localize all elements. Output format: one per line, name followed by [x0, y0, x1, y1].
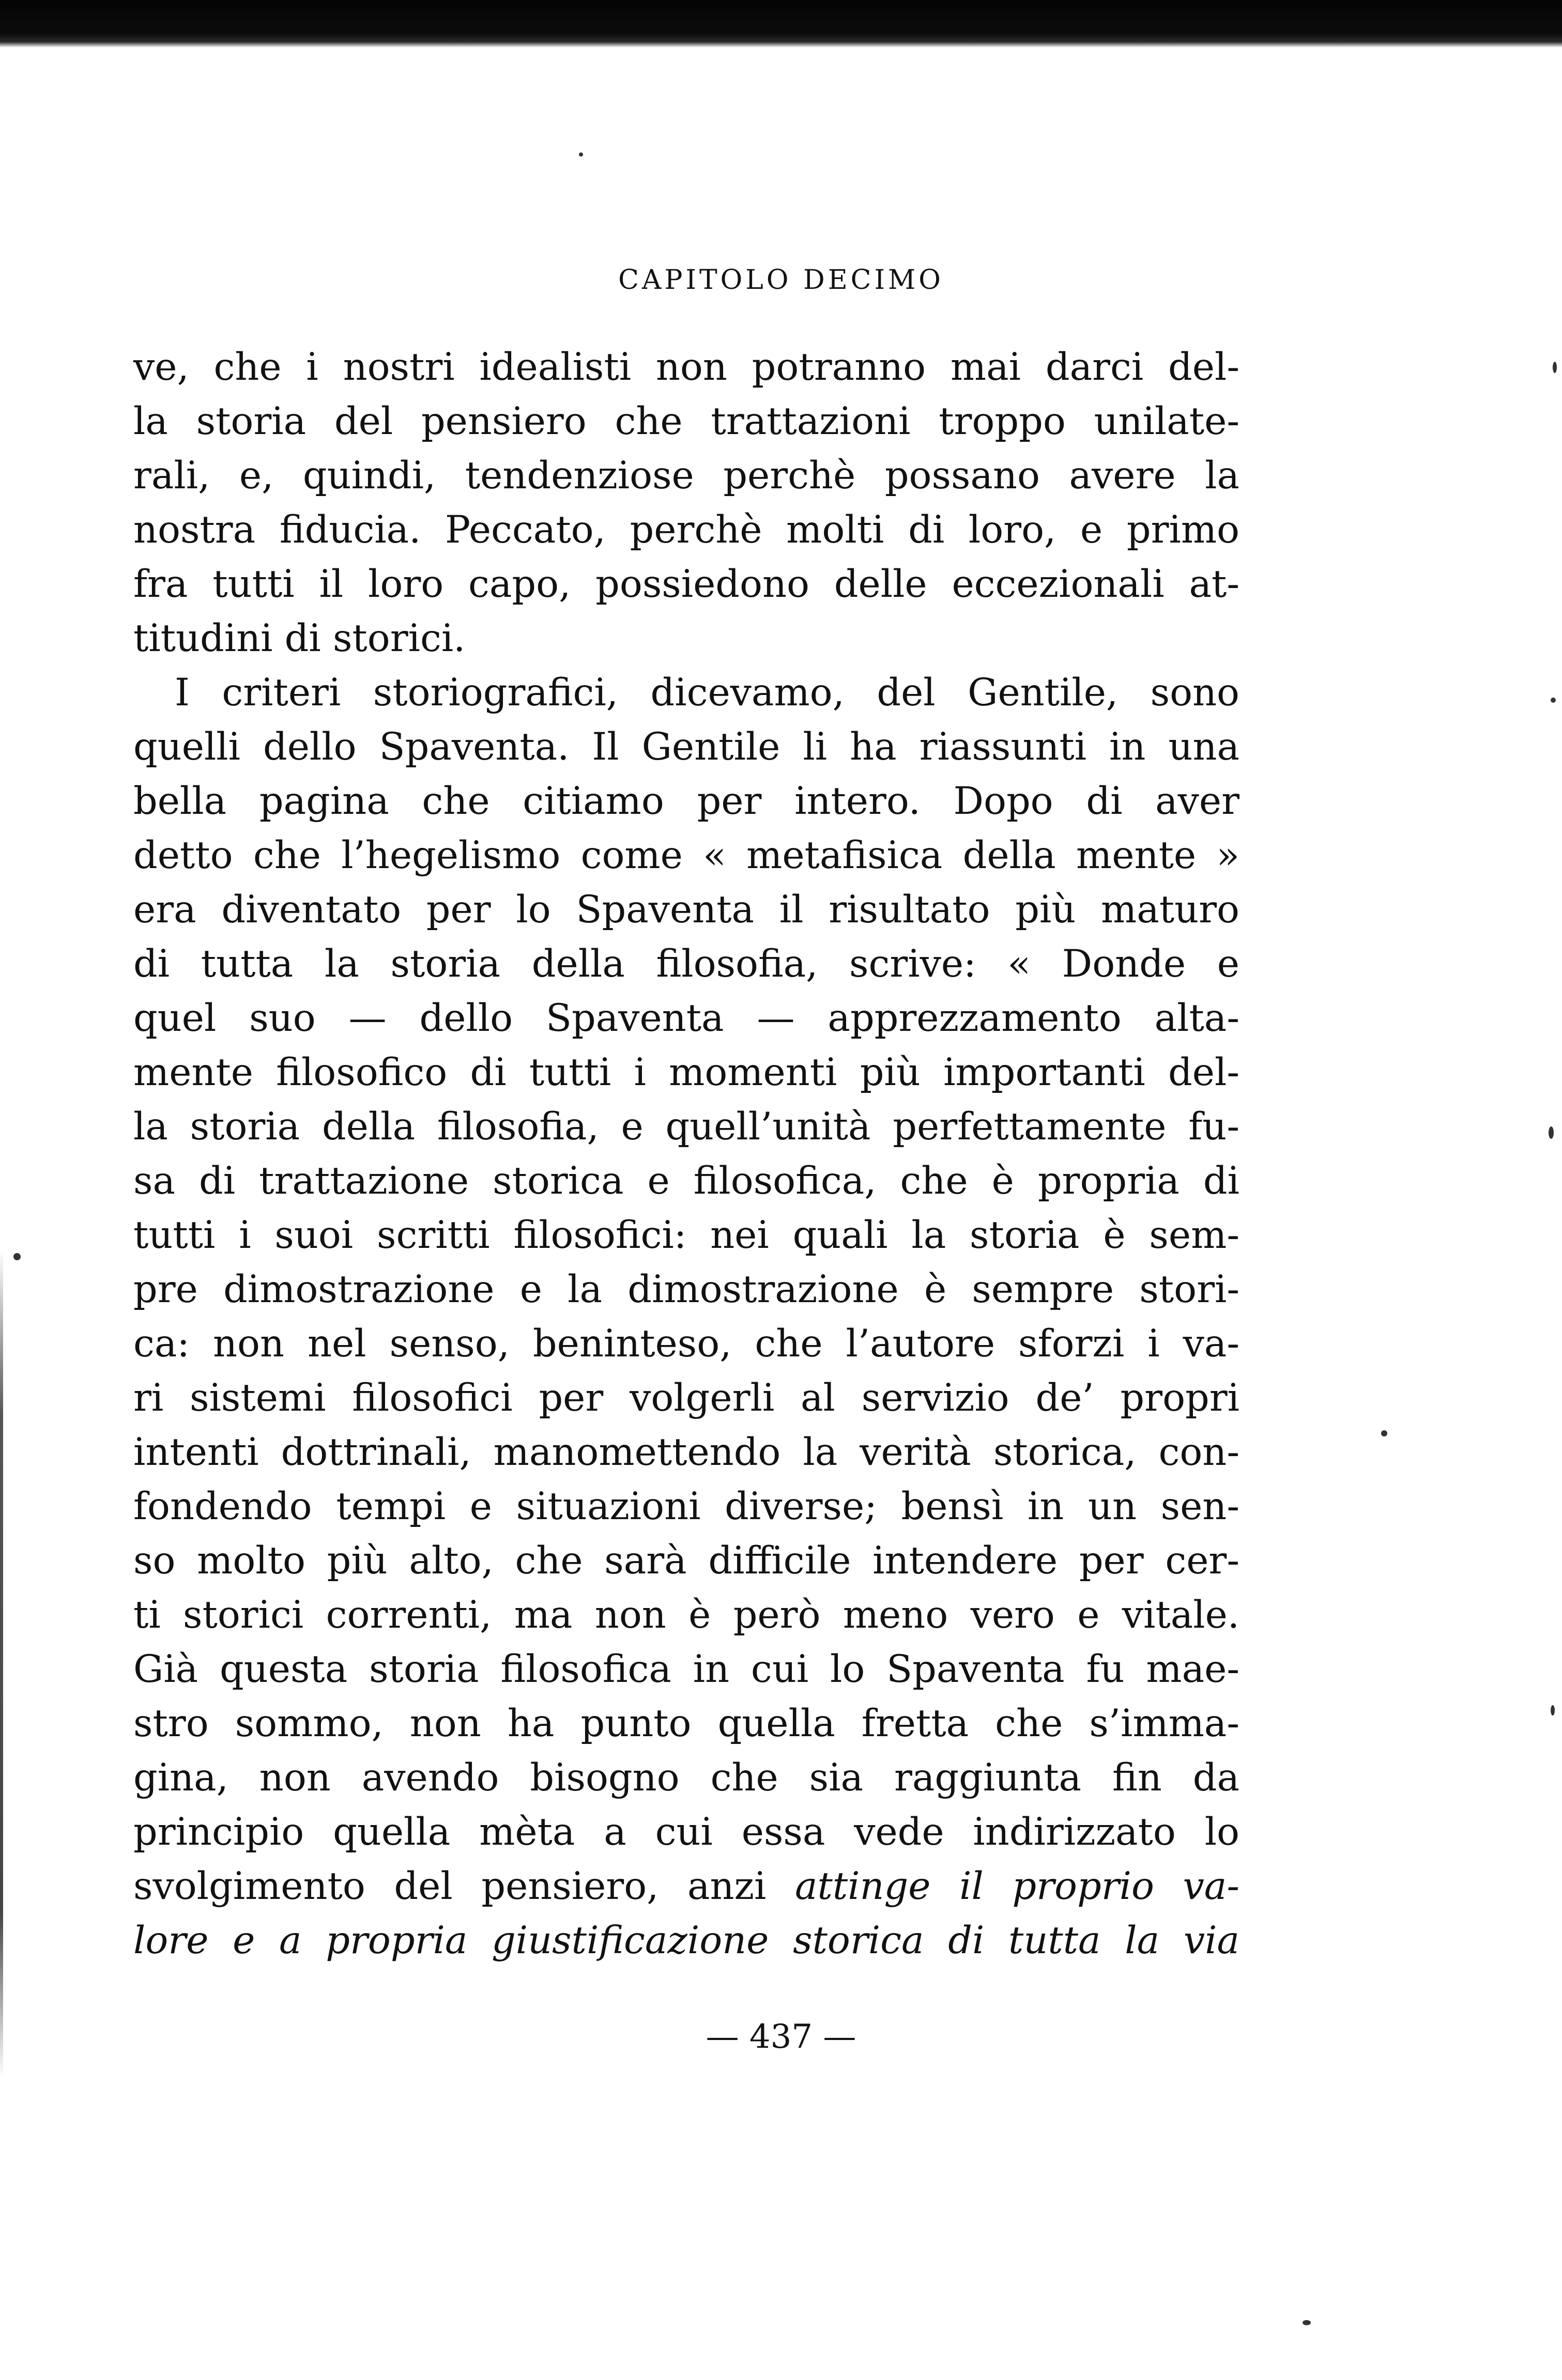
text-line: fra tutti il loro capo, possiedono delle eccezionali at- [133, 562, 1239, 606]
page-body [133, 340, 1239, 1968]
text-line-paragraph-start: I criteri storiografici, dicevamo, del Gentile, sono [175, 671, 1239, 715]
scan-speck [1551, 698, 1556, 703]
scan-speck [1553, 362, 1557, 373]
text-line: principio quella mèta a cui essa vede indirizzato lo [133, 1810, 1239, 1854]
text-line: detto che l’hegelismo come « metafisica della mente » [133, 833, 1239, 877]
text-line-roman: svolgimento del pensiero, anzi [133, 1864, 767, 1908]
text-line: so molto più alto, che sarà difficile intendere per cer- [133, 1539, 1239, 1583]
scan-speck [1551, 1705, 1555, 1716]
text-line-italic-tail: attinge il proprio va- [794, 1864, 1239, 1908]
scan-top-border [0, 0, 1562, 48]
text-line: la storia del pensiero che trattazioni troppo unilate- [133, 399, 1239, 443]
text-line: ve, che i nostri idealisti non potranno mai darci del- [133, 345, 1239, 389]
scan-speck [579, 152, 583, 157]
text-line: intenti dottrinali, manomettendo la verità storica, con- [133, 1430, 1239, 1474]
scan-speck [1549, 1126, 1554, 1139]
text-line: di tutta la storia della filosofia, scrive: « Donde e [133, 942, 1239, 986]
text-line: nostra fiducia. Peccato, perchè molti di loro, e primo [133, 508, 1239, 552]
text-line: ti storici correnti, ma non è però meno vero e vitale. [133, 1593, 1239, 1637]
text-line: gina, non avendo bisogno che sia raggiunta fin da [133, 1756, 1239, 1800]
text-line: sa di trattazione storica e filosofica, che è propria di [133, 1159, 1239, 1203]
text-line: titudini di storici. [133, 616, 466, 660]
scan-edge-shadow [0, 1250, 3, 2077]
text-line: la storia della filosofia, e quell’unità perfettamente fu- [133, 1105, 1239, 1149]
text-line: mente filosofico di tutti i momenti più importanti del- [133, 1050, 1239, 1094]
running-header: CAPITOLO DECIMO [618, 265, 944, 296]
text-line: era diventato per lo Spaventa il risultato più maturo [133, 888, 1239, 932]
text-line: bella pagina che citiamo per intero. Dopo di aver [133, 779, 1239, 823]
scan-speck [13, 1253, 21, 1260]
text-line: quelli dello Spaventa. Il Gentile li ha riassunti in una [133, 725, 1239, 769]
text-line: tutti i suoi scritti filosofici: nei quali la storia è sem- [133, 1213, 1239, 1257]
scan-speck [1381, 1430, 1387, 1436]
text-line: rali, e, quindi, tendenziose perchè possano avere la [133, 454, 1239, 498]
text-line: stro sommo, non ha punto quella fretta che s’imma- [133, 1702, 1239, 1745]
text-line: pre dimostrazione e la dimostrazione è sempre stori- [133, 1268, 1239, 1311]
text-line: Già questa storia filosofica in cui lo Spaventa fu mae- [133, 1647, 1239, 1691]
text-line: ca: non nel senso, beninteso, che l’autore sforzi i va- [133, 1322, 1239, 1366]
text-line-mixed [133, 1859, 1239, 1913]
scan-speck [1303, 2320, 1311, 2325]
text-line: quel suo — dello Spaventa — apprezzamento alta- [133, 996, 1239, 1040]
page-number: — 437 — [706, 2018, 856, 2056]
text-line-italic: lore e a propria giustificazione storica di tutta la via [133, 1919, 1239, 1962]
text-line: ri sistemi filosofici per volgerli al servizio de’ propri [133, 1376, 1239, 1420]
text-line: fondendo tempi e situazioni diverse; bensì in un sen- [133, 1485, 1239, 1528]
